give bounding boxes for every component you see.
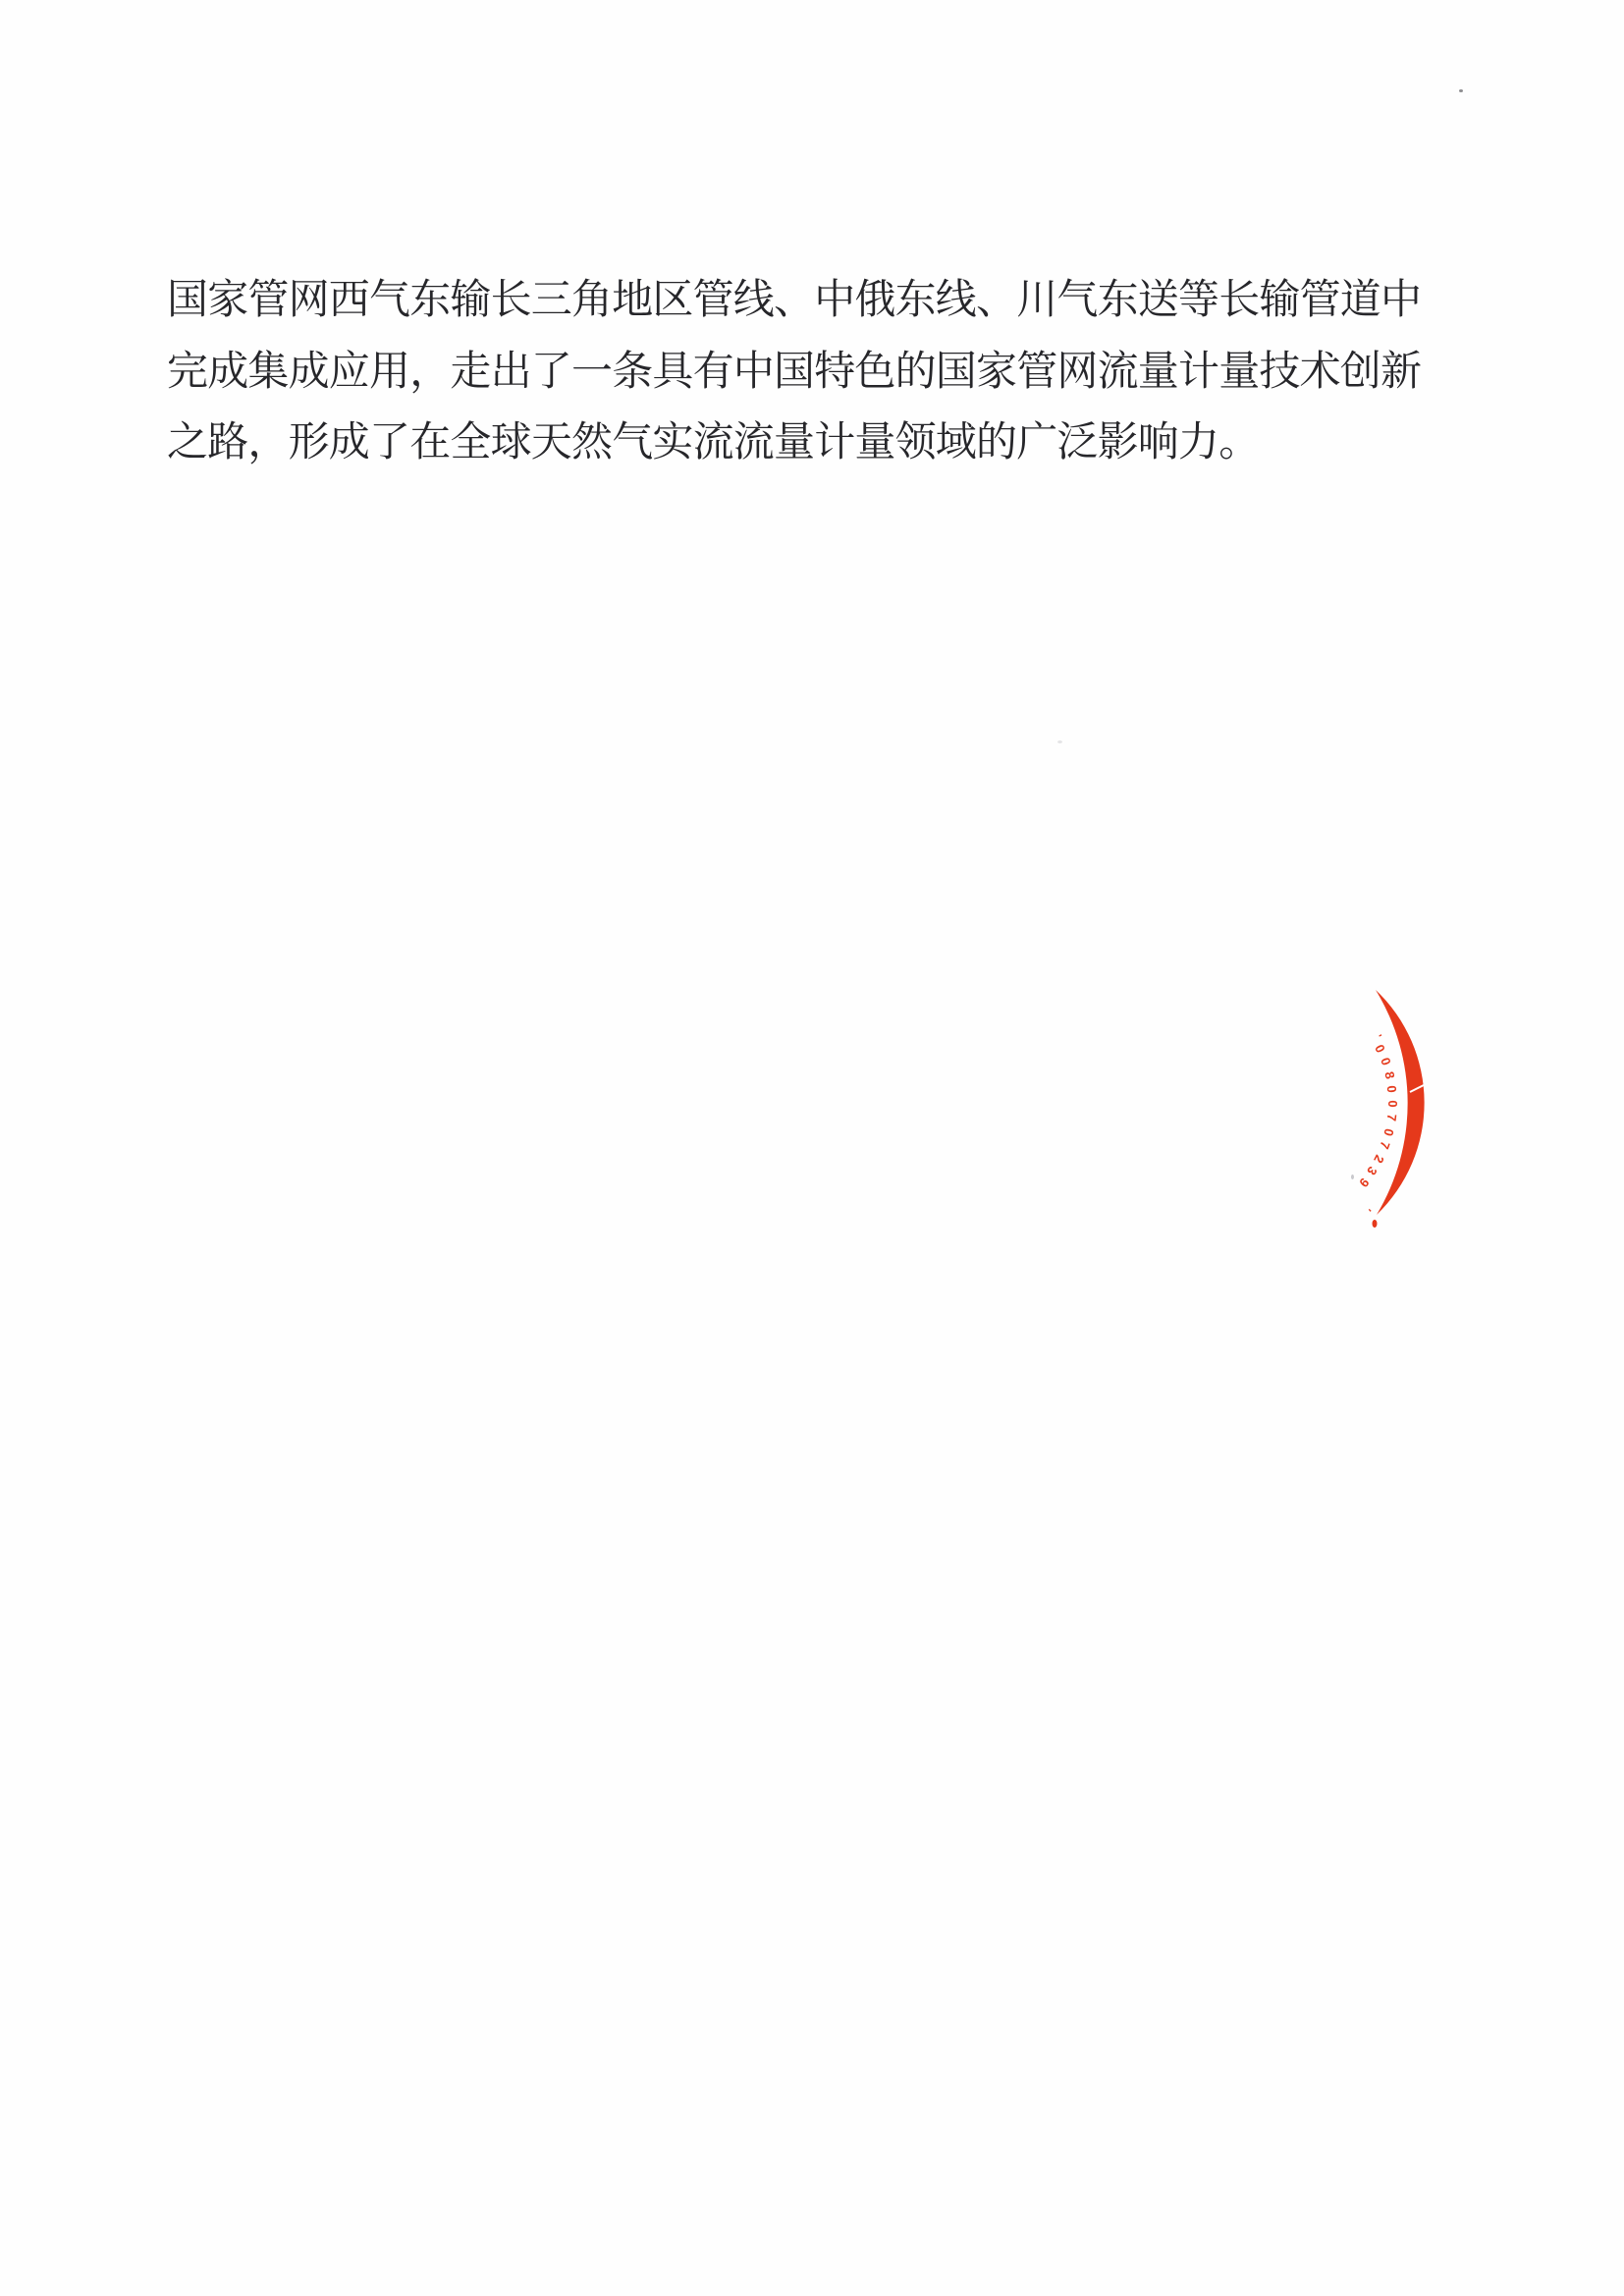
scan-speck [1351, 1175, 1354, 1179]
seal-digit: 8 [1381, 1069, 1398, 1081]
paragraph-line-2: 完成集成应用，走出了一条具有中国特色的国家管网流量计量技术创新 [167, 349, 1422, 395]
scan-speck [1459, 89, 1463, 92]
paragraph-line-3: 之路，形成了在全球天然气实流流量计量领域的广泛影响力。 [167, 420, 1260, 465]
seal-digit: 2 [1371, 1152, 1387, 1166]
seal-digit: 7 [1377, 1139, 1393, 1152]
seal-ink-dot [1373, 1220, 1378, 1228]
seal-digit: 9 [1356, 1175, 1373, 1190]
paragraph [167, 265, 1473, 479]
scan-speck [1057, 740, 1062, 743]
paragraph-line-1: 国家管网西气东输长三角地区管线、中俄东线、川气东送等长输管道中 [167, 278, 1422, 323]
seal-digit: 3 [1364, 1164, 1380, 1178]
seal-digit: 0 [1385, 1100, 1400, 1108]
seal-tick-top: ' [1372, 1032, 1383, 1042]
seal-digit: 0 [1372, 1042, 1388, 1056]
seal-tick-bottom: ' [1363, 1202, 1373, 1214]
seal-digit: 0 [1383, 1084, 1400, 1094]
seal-digit: 7 [1383, 1113, 1400, 1122]
seal-digit: 0 [1380, 1126, 1397, 1138]
seal-digit: 0 [1378, 1055, 1394, 1067]
